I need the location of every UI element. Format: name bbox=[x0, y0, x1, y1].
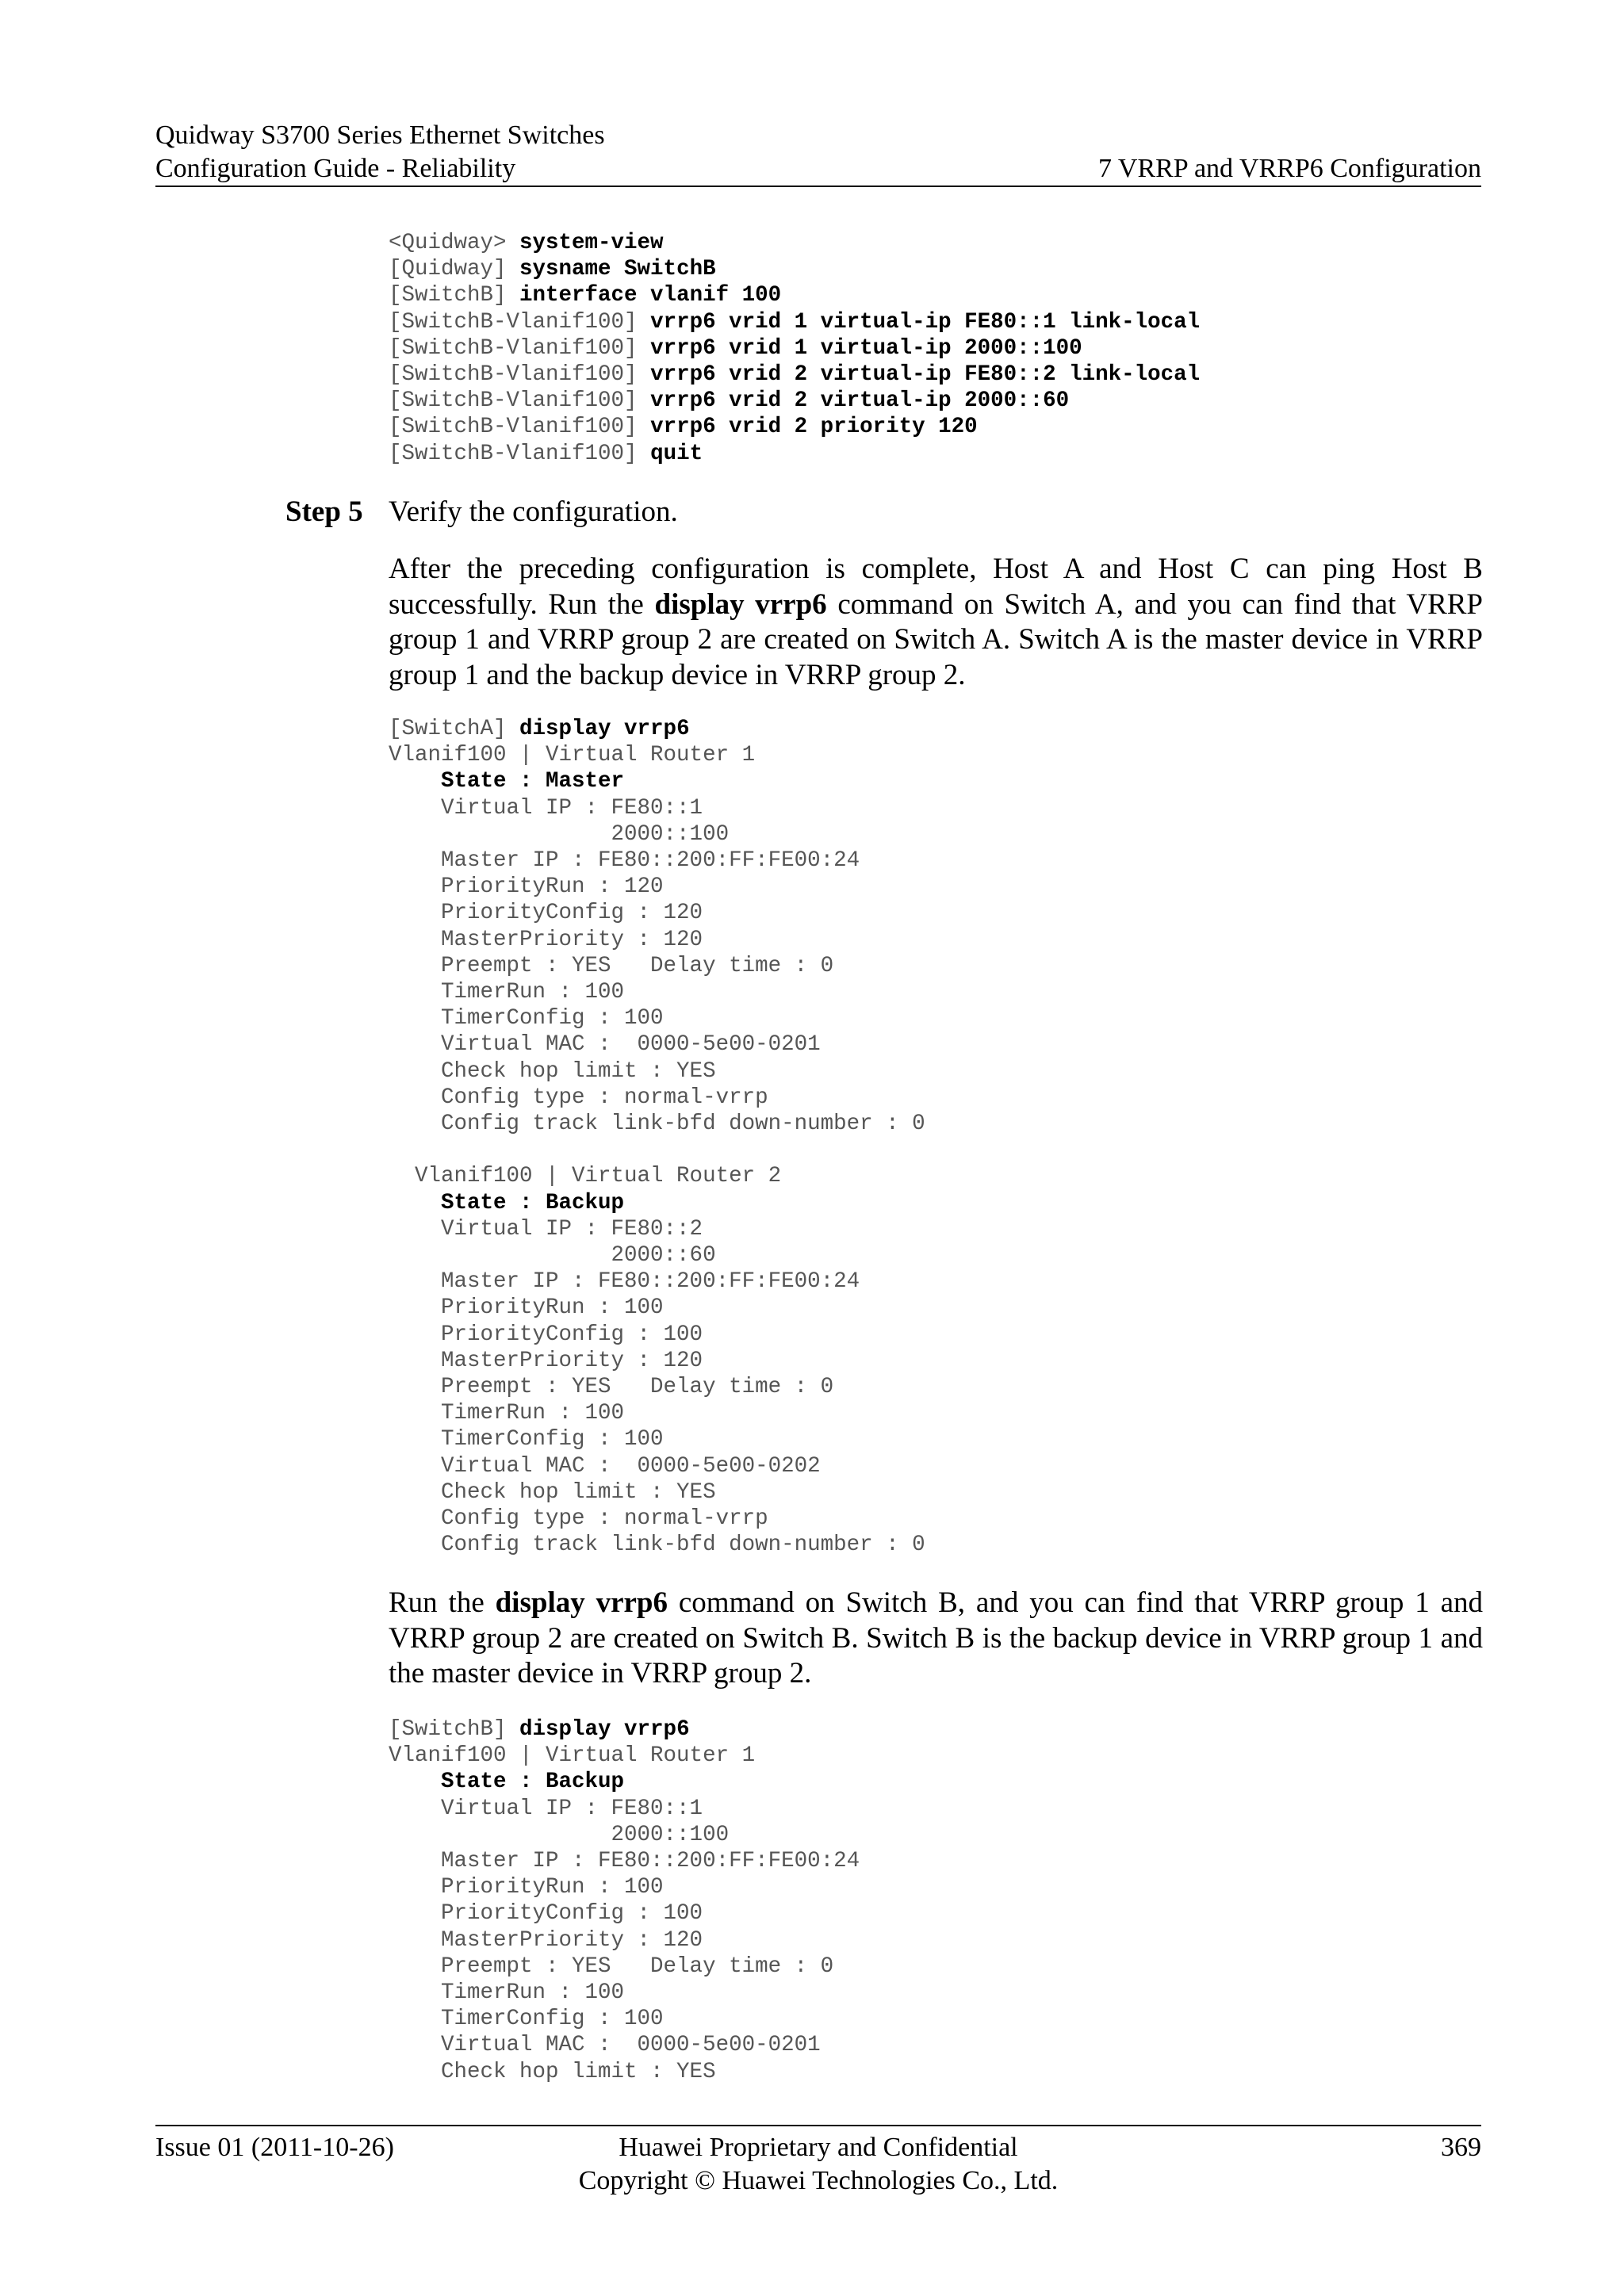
code-line bbox=[389, 310, 1200, 335]
code-line bbox=[389, 2060, 716, 2084]
cli-output: 2000::100 bbox=[389, 821, 730, 847]
page-header bbox=[155, 119, 1481, 186]
cli-command: State : Backup bbox=[441, 1770, 625, 1795]
code-line bbox=[389, 283, 781, 308]
code-line bbox=[389, 2033, 821, 2057]
code-line bbox=[389, 1006, 664, 1031]
code-line bbox=[389, 980, 624, 1004]
cli-output: PriorityConfig : 100 bbox=[389, 1901, 703, 1927]
cli-output: MasterPriority : 120 bbox=[389, 927, 703, 952]
cli-output: Config type : normal-vrrp bbox=[389, 1085, 768, 1110]
cli-output: PriorityConfig : 100 bbox=[389, 1322, 703, 1347]
header-chapter: 7 VRRP and VRRP6 Configuration bbox=[1098, 154, 1481, 183]
cli-output: Virtual IP : FE80::1 bbox=[389, 795, 703, 821]
cli-output: Master IP : FE80::200:FF:FE00:24 bbox=[389, 848, 860, 874]
paragraph-text: Run the bbox=[389, 1586, 496, 1619]
cli-prompt: [SwitchB-Vlanif100] bbox=[389, 309, 651, 335]
cli-output: Virtual MAC : 0000-5e00-0202 bbox=[389, 1453, 821, 1479]
code-line bbox=[389, 796, 703, 821]
code-line bbox=[389, 901, 703, 925]
cli-output: Virtual MAC : 0000-5e00-0201 bbox=[389, 2033, 821, 2058]
cli-prompt: [SwitchB-Vlanif100] bbox=[389, 415, 651, 440]
cli-output: TimerConfig : 100 bbox=[389, 2007, 664, 2032]
cli-command: display vrrp6 bbox=[519, 717, 690, 741]
code-line bbox=[389, 1032, 821, 1057]
paragraph-text: command on Switch A, and you can find that VRRP group 1 and VRRP group 2 are created on Switch A. Switch A is the master device in VRRP group 1 and the backup device in VRRP group 2. bbox=[389, 587, 1484, 691]
code-line bbox=[389, 1059, 716, 1084]
code-line bbox=[389, 1875, 664, 1900]
paragraph-text: After the preceding configuration is complete, Host A and Host C can ping Host B successfully. Run the bbox=[389, 553, 1483, 621]
cli-output: TimerRun : 100 bbox=[389, 1980, 625, 2006]
cli-output: 2000::100 bbox=[389, 1822, 730, 1847]
cli-prompt: [SwitchB-Vlanif100] bbox=[389, 335, 651, 361]
cli-prompt: [SwitchB-Vlanif100] bbox=[389, 388, 651, 414]
cli-command: sysname SwitchB bbox=[519, 257, 716, 282]
footer-issue: Issue 01 (2011-10-26) bbox=[155, 2133, 394, 2162]
code-line bbox=[389, 769, 624, 794]
cli-command: vrrp6 vrid 1 virtual-ip FE80::1 link-local bbox=[650, 309, 1201, 335]
code-line bbox=[389, 1427, 664, 1452]
cli-prompt: [SwitchB] bbox=[389, 1717, 520, 1742]
header-guide: Configuration Guide - Reliability bbox=[155, 154, 516, 183]
code-line bbox=[389, 1454, 821, 1479]
cli-output: TimerConfig : 100 bbox=[389, 1006, 664, 1031]
code-line bbox=[389, 1349, 703, 1373]
cli-command: system-view bbox=[519, 231, 664, 255]
code-line bbox=[389, 1928, 703, 1953]
command-name: display vrrp6 bbox=[495, 1586, 668, 1619]
cli-output: PriorityRun : 100 bbox=[389, 1875, 664, 1900]
cli-output: Master IP : FE80::200:FF:FE00:24 bbox=[389, 1849, 860, 1874]
code-line bbox=[389, 1954, 833, 1979]
cli-output: Check hop limit : YES bbox=[389, 2059, 716, 2084]
paragraph-text: command on Switch B, and you can find that VRRP group 1 and VRRP group 2 are created on Switch B. Switch B is the backup device in VRRP group 1 and the master device in VRRP group 2. bbox=[389, 1586, 1483, 1689]
cli-output: PriorityConfig : 120 bbox=[389, 901, 703, 926]
cli-output: Virtual MAC : 0000-5e00-0201 bbox=[389, 1032, 821, 1058]
cli-output: MasterPriority : 120 bbox=[389, 1348, 703, 1373]
code-line bbox=[389, 717, 690, 741]
code-line bbox=[389, 1295, 664, 1320]
cli-prompt: <Quidway> bbox=[389, 231, 520, 255]
cli-output: Check hop limit : YES bbox=[389, 1479, 716, 1505]
code-line bbox=[389, 362, 1200, 387]
step-label: Step 5 bbox=[285, 496, 363, 528]
cli-output: PriorityRun : 100 bbox=[389, 1295, 664, 1321]
cli-prompt: [Quidway] bbox=[389, 257, 520, 282]
page-number: 369 bbox=[1441, 2133, 1481, 2162]
paragraph-switch-a bbox=[389, 552, 1483, 693]
code-line bbox=[389, 2007, 664, 2031]
cli-output: Virtual IP : FE80::2 bbox=[389, 1216, 703, 1242]
code-line bbox=[389, 1401, 624, 1425]
code-line bbox=[389, 1322, 703, 1347]
cli-output: Preempt : YES Delay time : 0 bbox=[389, 1954, 834, 1979]
cli-command: vrrp6 vrid 1 virtual-ip 2000::100 bbox=[650, 335, 1082, 361]
code-line bbox=[389, 954, 833, 978]
code-line bbox=[389, 743, 755, 767]
cli-output: TimerRun : 100 bbox=[389, 1401, 625, 1426]
code-line bbox=[389, 1375, 833, 1399]
footer-divider bbox=[155, 2125, 1481, 2126]
cli-command: interface vlanif 100 bbox=[519, 283, 782, 308]
cli-command: vrrp6 vrid 2 priority 120 bbox=[650, 415, 978, 440]
code-line bbox=[389, 1743, 755, 1768]
cli-command: vrrp6 vrid 2 virtual-ip 2000::60 bbox=[650, 388, 1070, 414]
footer-confidential: Huawei Proprietary and Confidential bbox=[619, 2133, 1018, 2162]
cli-prompt: [SwitchA] bbox=[389, 717, 520, 741]
cli-output: TimerConfig : 100 bbox=[389, 1427, 664, 1452]
cli-output: Preempt : YES Delay time : 0 bbox=[389, 953, 834, 978]
code-line bbox=[389, 1480, 716, 1505]
cli-output: Config type : normal-vrrp bbox=[389, 1506, 768, 1532]
cli-output: Vlanif100 | Virtual Router 1 bbox=[389, 743, 756, 768]
code-line bbox=[389, 257, 716, 281]
code-line bbox=[389, 336, 1082, 361]
cli-output: TimerRun : 100 bbox=[389, 980, 625, 1005]
code-line bbox=[389, 1797, 703, 1821]
cli-prompt: [SwitchB] bbox=[389, 283, 520, 308]
cli-output: 2000::60 bbox=[389, 1243, 716, 1269]
cli-output: Virtual IP : FE80::1 bbox=[389, 1796, 703, 1821]
code-line bbox=[389, 1085, 768, 1110]
cli-output: Vlanif100 | Virtual Router 1 bbox=[389, 1743, 756, 1769]
code-line bbox=[389, 1164, 781, 1188]
header-row bbox=[155, 152, 1481, 186]
code-line bbox=[389, 1269, 860, 1294]
cli-prompt: [SwitchB-Vlanif100] bbox=[389, 362, 651, 388]
cli-output: Check hop limit : YES bbox=[389, 1058, 716, 1084]
code-line bbox=[389, 1243, 716, 1268]
code-line bbox=[389, 1506, 768, 1531]
cli-command: State : Backup bbox=[441, 1190, 625, 1215]
code-line bbox=[389, 442, 703, 466]
cli-command: quit bbox=[650, 441, 703, 466]
code-line bbox=[389, 1901, 703, 1926]
cli-output: MasterPriority : 120 bbox=[389, 1927, 703, 1953]
code-line bbox=[389, 1823, 729, 1847]
code-indent bbox=[389, 1770, 441, 1794]
cli-output: Config track link-bfd down-number : 0 bbox=[389, 1112, 925, 1137]
code-line bbox=[389, 231, 664, 255]
code-block-display-switch-b bbox=[389, 1716, 860, 2085]
step-text: Verify the configuration. bbox=[389, 496, 678, 528]
cli-command: display vrrp6 bbox=[519, 1717, 690, 1742]
code-line bbox=[389, 415, 978, 439]
code-line bbox=[389, 928, 703, 952]
code-line bbox=[389, 1533, 925, 1557]
code-line bbox=[389, 1217, 703, 1242]
code-indent bbox=[389, 769, 441, 794]
code-indent bbox=[389, 1191, 441, 1215]
footer-center bbox=[155, 2131, 1481, 2198]
code-line bbox=[389, 822, 729, 847]
cli-output: Preempt : YES Delay time : 0 bbox=[389, 1375, 834, 1400]
cli-command: State : Master bbox=[441, 769, 625, 794]
command-name: display vrrp6 bbox=[654, 587, 827, 621]
code-line bbox=[389, 1770, 624, 1794]
code-block-display-switch-a bbox=[389, 716, 925, 1559]
cli-output: PriorityRun : 120 bbox=[389, 874, 664, 900]
code-block-switchb-config bbox=[389, 230, 1200, 467]
footer-copyright: Copyright © Huawei Technologies Co., Ltd. bbox=[578, 2166, 1059, 2195]
code-line bbox=[389, 1849, 860, 1873]
cli-output: Config track link-bfd down-number : 0 bbox=[389, 1533, 925, 1558]
code-line bbox=[389, 874, 664, 899]
header-product: Quidway S3700 Series Ethernet Switches bbox=[155, 121, 605, 150]
code-line bbox=[389, 848, 860, 873]
code-line bbox=[389, 1717, 690, 1742]
paragraph-switch-b bbox=[389, 1586, 1483, 1692]
header-divider bbox=[155, 186, 1481, 187]
code-line bbox=[389, 1112, 925, 1136]
cli-output: Vlanif100 | Virtual Router 2 bbox=[389, 1164, 782, 1189]
cli-output: Master IP : FE80::200:FF:FE00:24 bbox=[389, 1269, 860, 1295]
code-line bbox=[389, 1191, 624, 1215]
cli-command: vrrp6 vrid 2 virtual-ip FE80::2 link-local bbox=[650, 362, 1201, 388]
cli-prompt: [SwitchB-Vlanif100] bbox=[389, 441, 651, 466]
code-line bbox=[389, 388, 1069, 413]
code-line bbox=[389, 1980, 624, 2005]
